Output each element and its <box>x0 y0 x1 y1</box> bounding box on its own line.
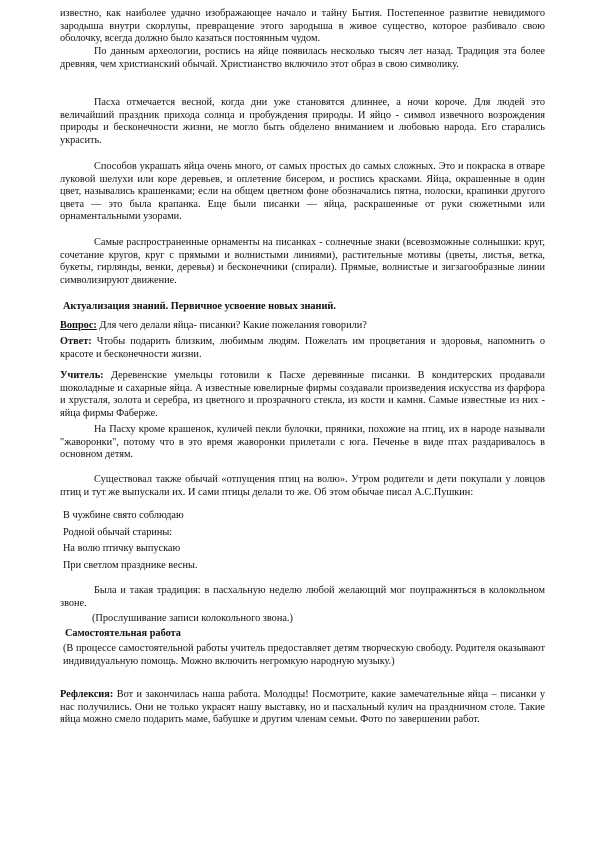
paragraph-larks: На Пасху кроме крашенок, куличей пекли булочки, пряники, похожие на птиц, их в народе называли "жаворонки", потому что в это время жаворонки прилетали с юга. Печенье в виде птах раздаривалось в основном детям. <box>60 424 545 461</box>
section-heading: Актуализация знаний. Первичное усвоение новых знаний. <box>63 301 336 312</box>
question-line <box>60 320 545 333</box>
answer-text: Чтобы подарить близким, любимым людям. Пожелать им процветания и здоровья, напомнить о красоте и бесконечности жизни. <box>60 336 545 360</box>
poem-line: При светлом празднике весны. <box>63 559 198 571</box>
paragraph-bell-tradition: Была и такая традиция: в пасхальную неделю любой желающий мог поупражняться в колокольном звоне. <box>60 585 545 609</box>
bell-recording-note: (Прослушивание записи колокольного звона.) <box>92 613 293 624</box>
poem-line: На волю птичку выпускаю <box>63 543 181 554</box>
independent-work-heading: Самостоятельная работа <box>65 628 181 639</box>
answer-label: Ответ: <box>60 336 92 347</box>
answer-paragraph <box>60 336 545 361</box>
teacher-paragraph <box>60 370 545 420</box>
independent-work-note: (В процессе самостоятельной работы учитель предоставляет детям творческую свободу. Родителя оказывают индивидуальную помощь. Можно включить негромкую народную музыку.) <box>63 643 545 667</box>
paragraph-decoration-methods: Способов украшать яйца очень много, от самых простых до самых сложных. Это и покраска в отваре луковой шелухи или коре деревьев, и оплетение бисером, и роспись красками. Яйца, окрашенные в один цвет, назывались крашенками; если на общем цветном фоне обозначались пятна, полоски, крапинки другого цвета — это была крапанка. Еще были писанки — яйца, раскрашенные от руки сюжетными или орнаментальными узорами. <box>60 161 545 223</box>
teacher-label: Учитель: <box>60 370 104 381</box>
reflection-text: Вот и закончилась наша работа. Молодцы! Посмотрите, какие замечательные яйца – писанки у нас получились. Они не только украсят нашу выставку, но и пасхальный кулич на праздничном столе. Такие яйца можно смело подарить маме, бабушке и другим членам семьи. Фото по завершении работ. <box>60 689 545 726</box>
paragraph-archaeology: По данным археологии, роспись на яйце появилась несколько тысяч лет назад. Традиция эта более древняя, чем христианский обычай. Христианство включило этот образ в свою символику. <box>60 46 545 70</box>
poem-line: Родной обычай старины: <box>63 526 173 538</box>
paragraph-embryo-miracle: известно, как наиболее удачно изображающее начало и тайну Бытия. Постепенное развитие невидимого зародыша внутри скорлупы, превращение этого зародыша в живое существо, которое разбивало свою оболочку, всегда должно было казаться постоянным чудом. <box>60 8 545 45</box>
reflection-label: Рефлексия: <box>60 689 114 700</box>
teacher-text: Деревенские умельцы готовили к Пасхе деревянные писанки. В кондитерских продавали шоколадные и сахарные яйца. А известные ювелирные фирмы создавали произведения искусства из фарфора и хрусталя, золота и серебра, из цветного и прозрачного стекла, из кости и камня. Самые известные из них - яйца фирмы Фаберже. <box>60 370 545 419</box>
paragraph-easter-spring: Пасха отмечается весной, когда дни уже становятся длиннее, а ночи короче. Для людей это величайший праздник прихода солнца и пробуждения природы. И яйцо - символ извечного возрождения природы и бесконечности жизни, не могло быть обделено вниманием и любовью народа. Его старались украсить. <box>60 97 545 146</box>
reflection-paragraph <box>60 689 545 727</box>
paragraph-ornaments: Самые распространенные орнаменты на писанках - солнечные знаки (всевозможные солнышки: круг, сочетание кругов, круг с прямыми и волнистыми линиями), растительные мотивы (цветы, листья, ветка, букеты, гирлянды, венки, деревья) и бесконечники (спирали). Прямые, волнистые и зигзагообразные линии символизируют движение. <box>60 237 545 286</box>
question-label: Вопрос: <box>60 320 97 331</box>
paragraph-bird-release: Существовал также обычай «отпущения птиц на волю». Утром родители и дети покупали у ловцов птиц и тут же выпускали их. И сами птицы делали то же. Об этом обычае писал А.С.Пушкин: <box>60 474 545 498</box>
question-text: Для чего делали яйца- писанки? Какие пожелания говорили? <box>96 320 367 331</box>
poem-line: В чужбине свято соблюдаю <box>63 510 184 521</box>
pushkin-poem <box>63 508 198 574</box>
